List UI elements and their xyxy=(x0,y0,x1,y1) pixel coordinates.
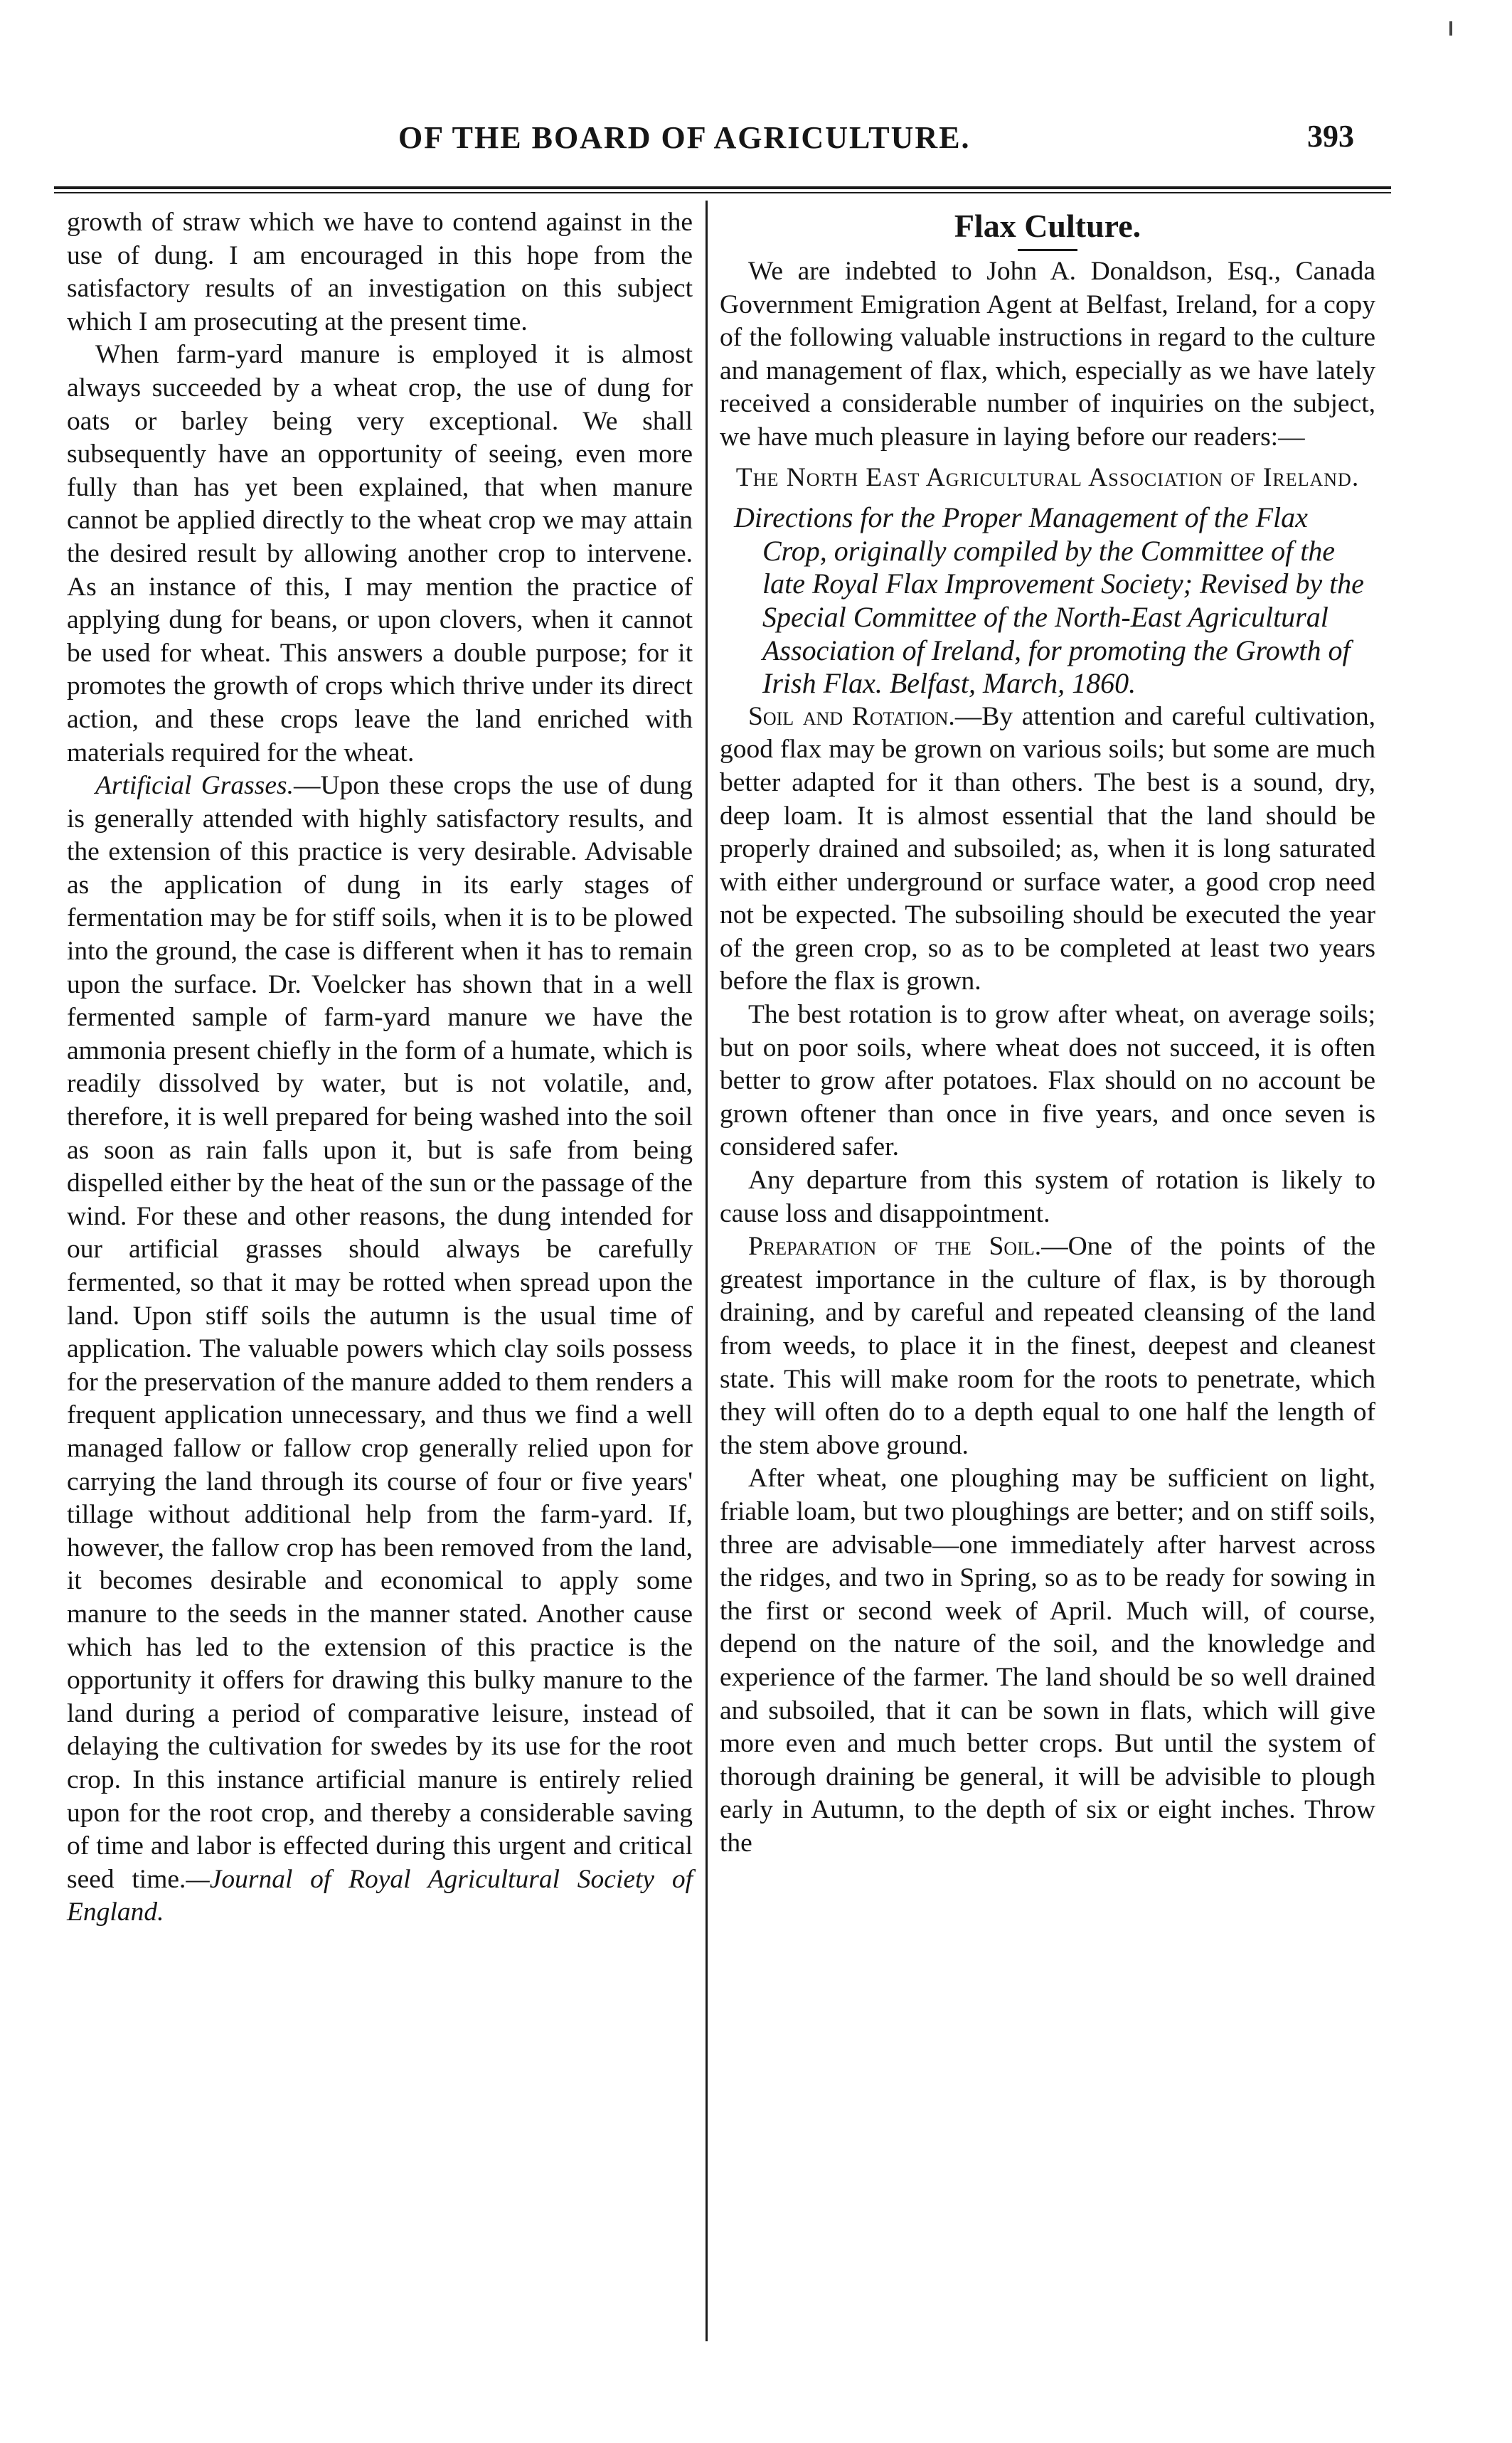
article-title: Flax Culture. xyxy=(954,208,1141,244)
subheading: Preparation of the Soil. xyxy=(748,1232,1042,1262)
paragraph-soil-rotation xyxy=(720,701,1375,999)
paragraph: When farm-yard manure is employed it is almost always succeeded by a wheat crop, the use of dung for oats or barley being very exceptional. We shall subsequently have an opportunity of seeing, even more fully than has yet been explained, that when manure cannot be applied directly to the wheat crop we may attain the desired result by allowing another crop to intervene. As an instance of this, I may mention the practice of applying dung for beans, or upon clovers, when it cannot be used for wheat. This answers a double purpose; for it promotes the growth of crops which thrive under its direct action, and these crops leave the land enriched with materials required for the wheat. xyxy=(67,340,693,767)
association-heading: The North East Agricultural Association of Ireland. xyxy=(735,462,1360,492)
header-rule xyxy=(54,186,1391,189)
right-column xyxy=(720,206,1375,1861)
paragraph-artificial-grasses xyxy=(67,770,693,1930)
paragraph: The best rotation is to grow after wheat, on average soils; but on poor soils, where wheat does not succeed, it is often better to grow after potatoes. Flax should on no account be grown oftener than once in five years, and once seven is considered safer. xyxy=(720,1000,1375,1162)
paragraph-body: —Upon these crops the use of dung is generally attended with highly satisfactory results, and the extension of this practice is very desirable. Advisable as the application of dung in its early stages of fermentation may be for stiff soils, when it is to be plowed into the ground, the case is different when it has to remain upon the surface. Dr. Voelcker has shown that in a well fermented sample of farm-yard manure we have the ammonia present chiefly in the form of a humate, which is readily dissolved by water, but is not volatile, and, therefore, it is well prepared for being washed into the soil as soon as rain falls upon it, but is safe from being dispelled either by the heat of the sun or the passage of the wind. For these and other reasons, the dung intended for our artificial grasses should always be carefully fermented, so that it may be rotted when spread upon the land. Upon stiff soils the autumn is the usual time of application. The valuable powers which clay soils possess for the preservation of the manure added to them renders a frequent application unnecessary, and thus we find a well managed fallow or fallow crop generally relied upon for carrying the land through its course of four or five years' tillage without additional help from the farm-yard. If, however, the fallow crop has been removed from the land, it becomes desirable and economical to apply some manure to the seeds in the manner stated. Another cause which has led to the extension of this practice is the opportunity it offers for drawing this bulky manure to the land during a period of comparative leisure, instead of delaying the cultivation for swedes by its use for the root crop. In this instance artificial manure is entirely relied upon for the root crop, and thereby a considerable saving of time and labor is effected during this urgent and critical seed time. xyxy=(67,771,693,1894)
page-number: 393 xyxy=(1307,119,1354,154)
paragraph: growth of straw which we have to contend against in the use of dung. I am encouraged in this hope from the satisfactory results of an investigation on this subject which I am prosecuting at the present time. xyxy=(67,208,693,336)
margin-mark xyxy=(1449,21,1452,36)
subheading: Soil and Rotation. xyxy=(748,701,955,731)
paragraph-intro: We are indebted to John A. Donaldson, Esq., Canada Government Emigration Agent at Belfast, Ireland, for a copy of the following valuable instructions in regard to the culture and management of flax, which, especially as we have lately received a considerable number of inquiries on the subject, we have much pleasure in laying before our readers:— xyxy=(720,257,1375,452)
directions-heading: Directions for the Proper Management of the Flax Crop, originally compiled by the Committee of the late Royal Flax Improvement Society; Revised by the Special Committee of the North-East Agricultural Association of Ireland, for promoting the Growth of Irish Flax. Belfast, March, 1860. xyxy=(734,501,1364,700)
subheading: Artificial Grasses. xyxy=(95,771,294,801)
paragraph-preparation xyxy=(720,1230,1375,1462)
paragraph: Any departure from this system of rotation is likely to cause loss and disappointment. xyxy=(720,1166,1375,1228)
paragraph-body: —By attention and careful cultivation, good flax may be grown on various soils; but some are much better adapted for it than others. The best is a sound, dry, deep loam. It is almost essential that the land should be properly drained and subsoiled; as, when it is long saturated with either underground or surface water, a good crop need not be expected. The subsoiling should be executed the year of the green crop, so as to be completed at least two years before the flax is grown. xyxy=(720,701,1375,996)
paragraph: After wheat, one ploughing may be sufficient on light, friable loam, but two ploughings are better; and on stiff soils, three are advisable—one immediately after harvest across the ridges, and two in Spring, so as to be ready for sowing in the first or second week of April. Much will, of course, depend on the nature of the soil, and the knowledge and experience of the farmer. The land should be so well drained and subsoiled, that it can be sown in flats, which will give more even and much better crops. But until the system of thorough draining be general, it will be advisible to plough early in Autumn, to the depth of six or eight inches. Throw the xyxy=(720,1464,1375,1858)
column-divider xyxy=(706,201,708,2341)
title-rule xyxy=(1018,249,1077,251)
paragraph-body: —One of the points of the greatest importance in the culture of flax, is by thorough draining, and by careful and repeated cleansing of the land from weeds, to place it in the finest, deepest and cleanest state. This will make room for the roots to penetrate, which they will often do to a depth equal to one half the length of the stem above ground. xyxy=(720,1232,1375,1460)
source-citation: —Journal of Royal Agricultural Society of England. xyxy=(67,1864,693,1927)
running-head: OF THE BOARD OF AGRICULTURE. xyxy=(398,120,971,155)
left-column xyxy=(67,206,693,1930)
header-rule-thin xyxy=(54,192,1391,193)
